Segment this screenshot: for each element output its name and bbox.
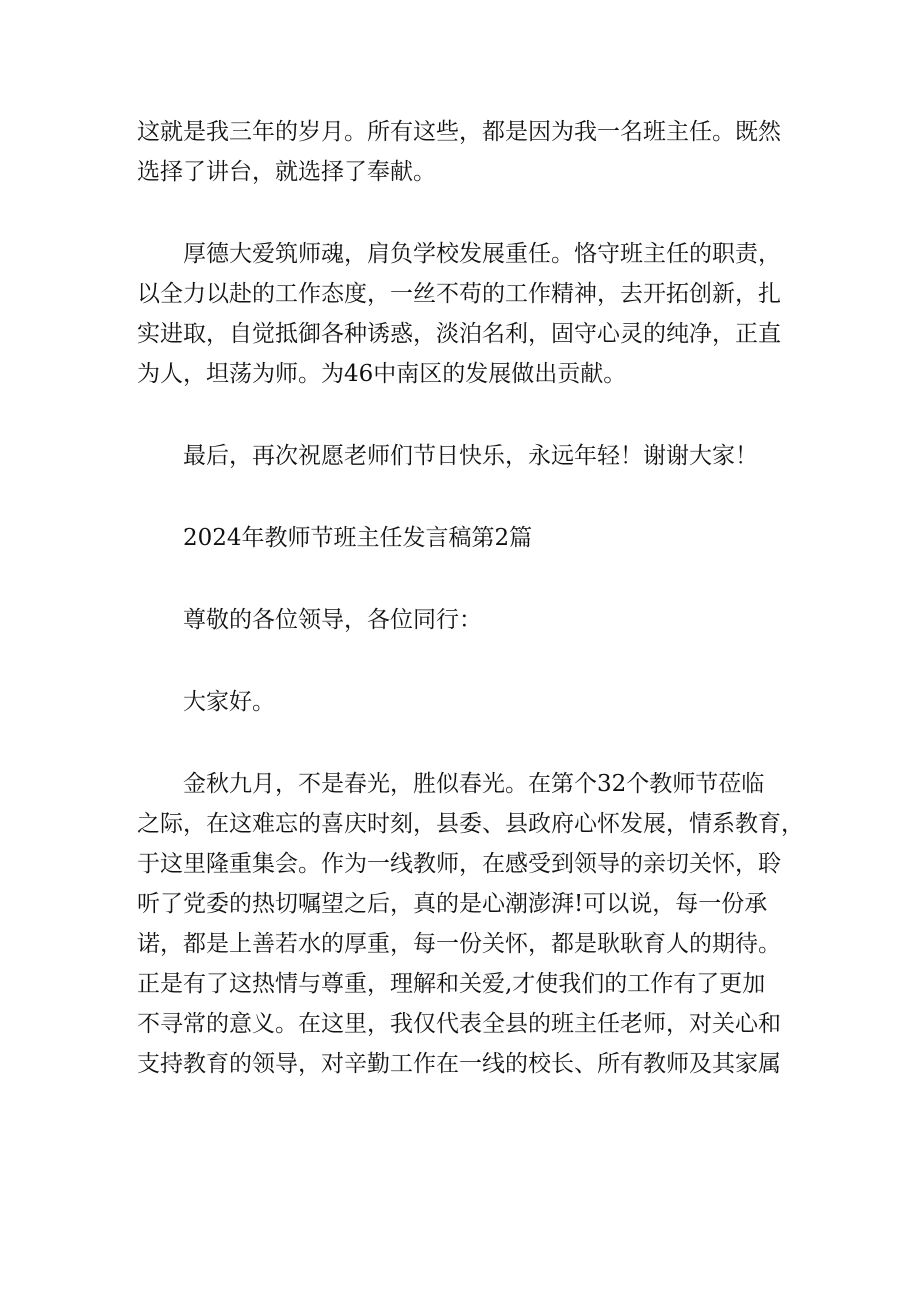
text-line: 金秋九月，不是春光，胜似春光。在第个32个教师节莅临 bbox=[183, 771, 765, 797]
text-line: 支持教育的领导，对辛勤工作在一线的校长、所有教师及其家属 bbox=[137, 1051, 781, 1077]
paragraph-greeting bbox=[137, 682, 787, 722]
text-line: 以全力以赴的工作态度，一丝不苟的工作精神，去开拓创新，扎 bbox=[137, 281, 781, 307]
text-line: 选择了讲台，就选择了奉献。 bbox=[137, 159, 436, 185]
text-line: 尊敬的各位领导，各位同行： bbox=[183, 607, 482, 633]
text-line: 诺，都是上善若水的厚重，每一份关怀，都是耿耿育人的期待。 bbox=[137, 931, 781, 957]
section-heading bbox=[137, 518, 787, 558]
paragraph-teacher-soul bbox=[137, 234, 787, 394]
text-line: 听了党委的热切嘱望之后，真的是心潮澎湃!可以说，每一份承 bbox=[137, 891, 768, 917]
text-line: 于这里隆重集会。作为一线教师，在感受到领导的亲切关怀，聆 bbox=[137, 851, 781, 877]
heading-text: 2024年教师节班主任发言稿第2篇 bbox=[183, 525, 533, 551]
paragraph-golden-autumn bbox=[137, 764, 804, 1084]
text-line: 正是有了这热情与尊重，理解和关爱,才使我们的工作有了更加 bbox=[137, 971, 766, 997]
document-body bbox=[137, 112, 804, 1126]
paragraph-salutation bbox=[137, 600, 787, 640]
text-line: 之际，在这难忘的喜庆时刻，县委、县政府心怀发展，情系教育， bbox=[137, 811, 804, 837]
text-line: 为人，坦荡为师。为46中南区的发展做出贡献。 bbox=[137, 361, 627, 387]
paragraph-closing-wishes bbox=[137, 436, 787, 476]
paragraph-intro-continued bbox=[137, 112, 787, 192]
text-line: 大家好。 bbox=[183, 689, 275, 715]
text-line: 这就是我三年的岁月。所有这些，都是因为我一名班主任。既然 bbox=[137, 119, 781, 145]
text-line: 不寻常的意义。在这里，我仅代表全县的班主任老师，对关心和 bbox=[137, 1011, 781, 1037]
text-line: 厚德大爱筑师魂，肩负学校发展重任。恪守班主任的职责， bbox=[183, 241, 781, 267]
text-line: 实进取，自觉抵御各种诱惑，淡泊名利，固守心灵的纯净，正直 bbox=[137, 321, 781, 347]
text-line: 最后，再次祝愿老师们节日快乐，永远年轻！谢谢大家！ bbox=[183, 443, 758, 469]
